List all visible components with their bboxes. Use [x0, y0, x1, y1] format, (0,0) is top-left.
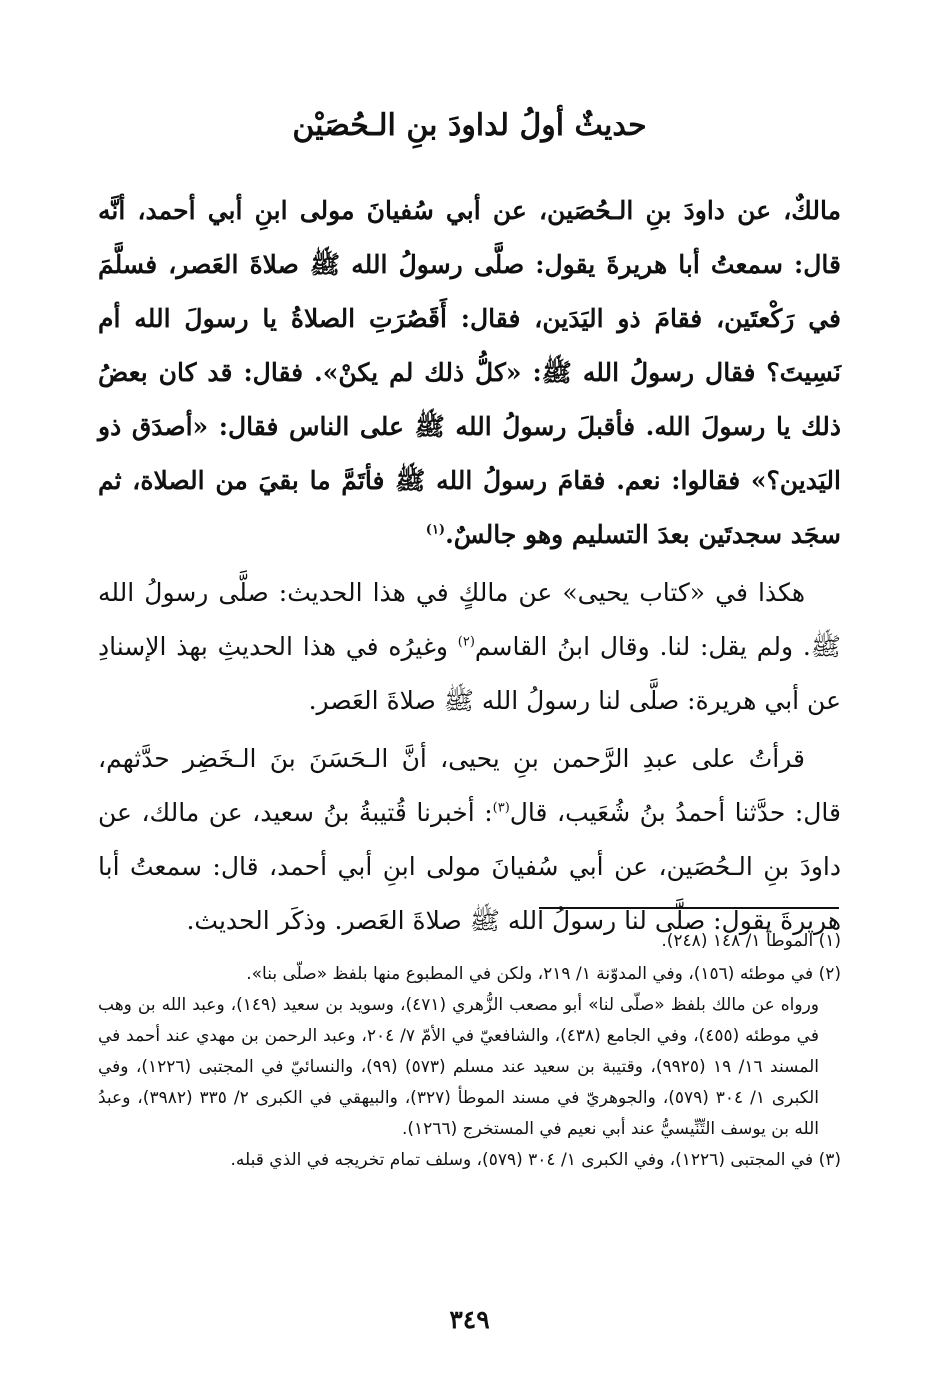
- isnad-text-end: : أخبرنا قُتيبةُ بنُ سعيد، عن مالك، عن داودَ بنِ الـحُصَين، عن أبي سُفيانَ مولى ابنِ أبي أحمد، قال: سمعتُ أبا هريرةَ يقول: صلَّى لنا رسولُ الله ﷺ صلاةَ العَصر. وذكَر الحديث.: [98, 798, 841, 935]
- footnote-1: (١) الموطأ ١/ ١٤٨ (٢٤٨).: [661, 931, 841, 951]
- footnote-ref-1: (١): [425, 522, 446, 538]
- commentary-text-start: هكذا في «كتاب يحيى» عن مالكٍ في هذا الحديث: صلَّى رسولُ الله ﷺ. ولم يقل: لنا. وقال ابنُ القاسم: [98, 578, 842, 661]
- hadith-paragraph: [98, 184, 841, 562]
- footnote-ref-3: (٣): [492, 800, 510, 816]
- footnotes: [98, 926, 841, 1176]
- footnote-3: (٣) في المجتبى (١٢٢٦)، وفي الكبرى ١/ ٣٠٤ (٥٧٩)، وسلف تمام تخريجه في الذي قبله.: [230, 1150, 841, 1170]
- footnote-2: (٢) في موطئه (١٥٦)، وفي المدوّنة ١/ ٢١٩، ولكن في المطبوع منها بلفظ «صلّى بنا».: [246, 964, 841, 984]
- chapter-title: حديثٌ أولُ لداودَ بنِ الـحُصَيْن: [292, 108, 647, 143]
- isnad-paragraph: [98, 732, 841, 948]
- footnote-2-continuation: ورواه عن مالك بلفظ «صلّى لنا» أبو مصعب الزُّهري (٤٧١)، وسويد بن سعيد (١٤٩)، وعبد الله بن وهب في موطئه (٤٥٥)، وفي الجامع (٤٣٨)، والشافعيّ في الأمّ ٧/ ٢٠٤، وعبد الرحمن بن مهدي عند أحمد في المسند ١٦/ ١٩ (٩٩٢٥)، وقتيبة بن سعيد عند مسلم (٥٧٣) (٩٩)، والنسائيّ في المجتبى (١٢٢٦)، وفي الكبرى ١/ ٣٠٤ (٥٧٩)، والجوهريّ في مسند الموطأ (٣٢٧)، والبيهقي في الكبرى ٢/ ٣٣٥ (٣٩٨٢)، وعبدُ الله بن يوسف التِّنِّيسيُّ عند أبي نعيم في المستخرج (١٢٦٦).: [98, 995, 819, 1139]
- page-number: ٣٤٩: [449, 1305, 490, 1334]
- footnote-separator: [539, 907, 839, 909]
- main-text: [98, 184, 841, 948]
- hadith-text: مالكٌ، عن داودَ بنِ الـحُصَين، عن أبي سُفيانَ مولى ابنِ أبي أحمد، أنَّه قال: سمعتُ أبا هريرةَ يقول: صلَّى رسولُ الله ﷺ صلاةَ العَصر، فسلَّمَ في رَكْعتَين، فقامَ ذو اليَدَين، فقال: أَقَصُرَتِ الصلاةُ يا رسولَ الله أم نَسِيتَ؟ فقال رسولُ الله ﷺ: «كلُّ ذلك لم يكنْ». فقال: قد كان بعضُ ذلك يا رسولَ الله. فأقبلَ رسولُ الله ﷺ على الناس فقال: «أصدَق ذو اليَدين؟» فقالوا: نعم. فقامَ رسولُ الله ﷺ فأتَمَّ ما بقيَ من الصلاة، ثم سجَد سجدتَين بعدَ التسليم وهو جالسٌ.: [98, 196, 841, 549]
- footnote-ref-2: (٢): [457, 634, 475, 650]
- commentary-text-end: وغيرُه في هذا الحديثِ بهذ الإسنادِ عن أبي هريرة: صلَّى لنا رسولُ الله ﷺ صلاةَ العَصر.: [98, 632, 841, 715]
- commentary-paragraph: [98, 566, 841, 728]
- isnad-text-start: قرأتُ على عبدِ الرَّحمن بنِ يحيى، أنَّ الـحَسَنَ بنَ الـخَضِر حدَّثهم، قال: حدَّثنا أحمدُ بنُ شُعَيب، قال: [98, 744, 841, 827]
